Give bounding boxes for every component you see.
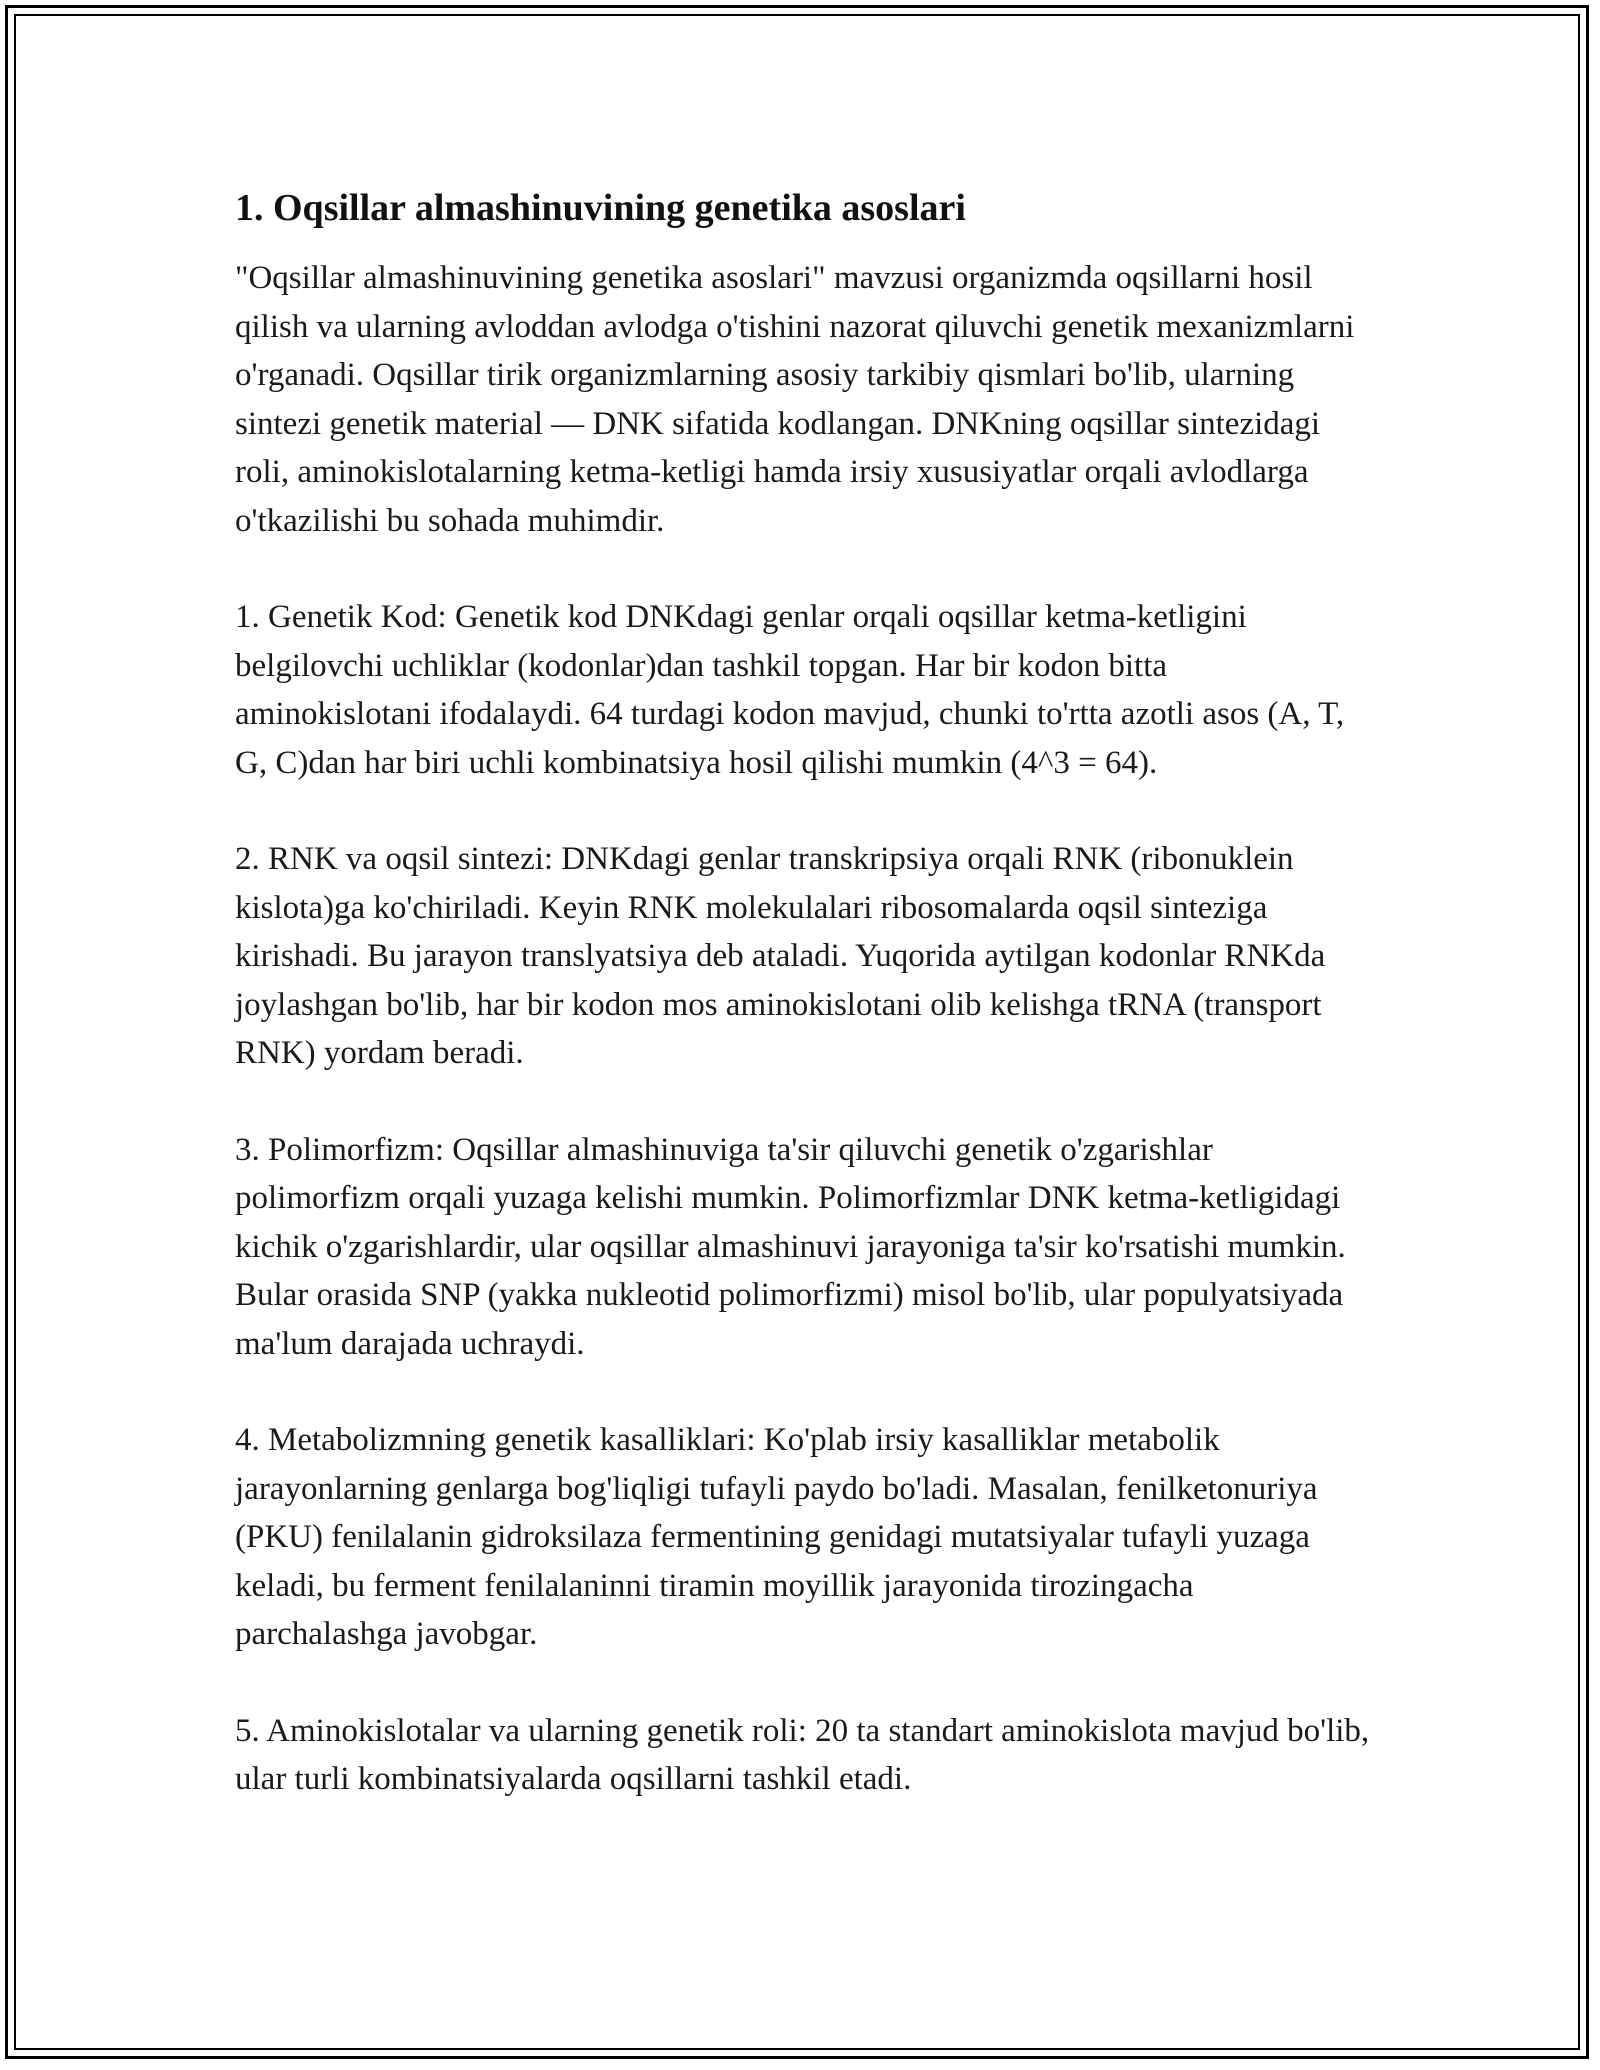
amino-acids-paragraph: 5. Aminokislotalar va ularning genetik roli: 20 ta standart aminokislota mavjud bo'lib, ular turli kombinatsiyalarda oqsillarni tashkil etadi.: [235, 1712, 1370, 1797]
metabolic-diseases-paragraph: 4. Metabolizmning genetik kasalliklari: Ko'plab irsiy kasalliklar metabolik jarayonlarning genlarga bog'liqligi tufayli paydo bo'ladi. Masalan, fenilketonuriya (PKU) fenilalanin gidroksilaza fermentining genidagi mutatsiyalar tufayli yuzaga keladi, bu ferment fenilalaninni tiramin moyillik jarayonida tirozingacha parchalashga javobgar.: [235, 1422, 1318, 1652]
intro-paragraph: "Oqsillar almashinuvining genetika asoslari" mavzusi organizmda oqsillarni hosil qilish va ularning avloddan avlodga o'tishini nazorat qiluvchi genetik mexanizmlarni o'rganadi. Oqsillar tirik organizmlarning asosiy tarkibiy qismlari bo'lib, ularning sintezi genetik material — DNK sifatida kodlangan. DNKning oqsillar sintezidagi roli, aminokislotalarning ketma-ketligi hamda irsiy xususiyatlar orqali avlodlarga o'tkazilishi bu sohada muhimdir.: [235, 260, 1355, 539]
genetic-code-paragraph: 1. Genetik Kod: Genetik kod DNKdagi genlar orqali oqsillar ketma-ketligini belgilovchi uchliklar (kodonlar)dan tashkil topgan. Har bir kodon bitta aminokislotani ifodalaydi. 64 turdagi kodon mavjud, chunki to'rtta azotli asos (A, T, G, C)dan har biri uchli kombinatsiya hosil qilishi mumkin (4^3 = 64).: [235, 599, 1345, 781]
document-body: [235, 184, 1370, 1852]
polymorphism-paragraph: 3. Polimorfizm: Oqsillar almashinuviga ta'sir qiluvchi genetik o'zgarishlar polimorfizm orqali yuzaga kelishi mumkin. Polimorfizmlar DNK ketma-ketligidagi kichik o'zgarishlardir, ular oqsillar almashinuvi jarayoniga ta'sir ko'rsatishi mumkin. Bular orasida SNP (yakka nukleotid polimorfizmi) misol bo'lib, ular populyatsiyada ma'lum darajada uchraydi.: [235, 1131, 1346, 1362]
document-title: 1. Oqsillar almashinuvining genetika asoslari: [235, 187, 966, 229]
rna-protein-synthesis-paragraph: 2. RNK va oqsil sintezi: DNKdagi genlar transkripsiya orqali RNK (ribonuklein kislota)ga ko'chiriladi. Keyin RNK molekulalari ribosomalarda oqsil sinteziga kirishadi. Bu jarayon translyatsiya deb ataladi. Yuqorida aytilgan kodonlar RNKda joylashgan bo'lib, har bir kodon mos aminokislotani olib kelishga tRNA (transport RNK) yordam beradi.: [235, 841, 1326, 1071]
